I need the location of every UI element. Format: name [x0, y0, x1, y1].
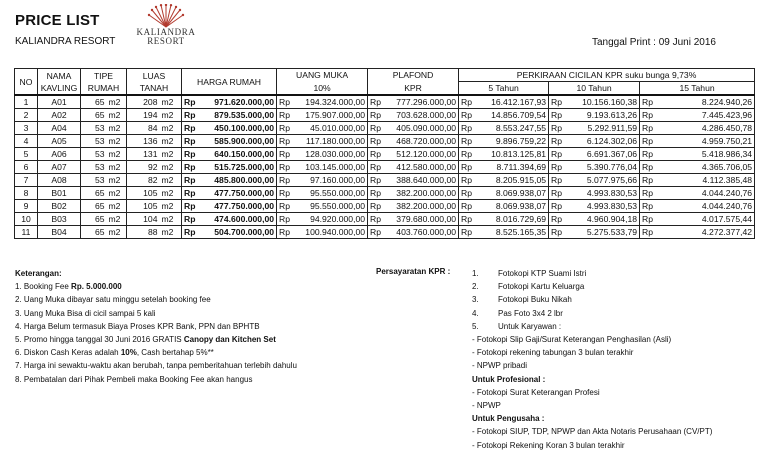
cell-no: 8 — [15, 187, 38, 200]
cell-plafond-currency: Rp — [368, 135, 384, 148]
cell-no: 9 — [15, 200, 38, 213]
header-plafond-kpr: KPR — [368, 82, 459, 96]
cell-harga-currency: Rp — [182, 187, 198, 200]
cell-tipe-unit: m2 — [107, 187, 127, 200]
table-row — [15, 95, 755, 109]
cell-cicilan-10: 5.390.776,04 — [565, 161, 640, 174]
cell-cicilan-10: 4.993.830,53 — [565, 187, 640, 200]
cell-cicilan-15: 4.959.750,21 — [656, 135, 755, 148]
cell-luas-unit: m2 — [160, 174, 182, 187]
cell-luas: 208 — [127, 95, 160, 109]
cell-luas-unit: m2 — [160, 226, 182, 239]
cell-luas: 105 — [127, 187, 160, 200]
cell-uang-muka: 194.324.000,00 — [293, 95, 368, 109]
cell-t5-currency: Rp — [459, 174, 475, 187]
cell-t10-currency: Rp — [549, 213, 565, 226]
kpr-requirement — [472, 280, 762, 293]
logo-text-line1: KALIANDRA — [136, 27, 196, 37]
cell-plafond: 703.628.000,00 — [384, 109, 459, 122]
cell-harga: 450.100.000,00 — [198, 122, 277, 135]
cell-harga-currency: Rp — [182, 148, 198, 161]
cell-t15-currency: Rp — [640, 161, 656, 174]
cell-no: 3 — [15, 122, 38, 135]
cell-cicilan-15: 4.044.240,76 — [656, 200, 755, 213]
cell-cicilan-15: 4.017.575,44 — [656, 213, 755, 226]
cell-um-currency: Rp — [277, 95, 293, 109]
cell-tipe: 65 — [81, 109, 107, 122]
table-row — [15, 109, 755, 122]
note-text: 1. Booking Fee — [15, 282, 72, 292]
kpr-profesional-item: - NPWP — [472, 401, 501, 411]
cell-cicilan-5: 8.553.247,55 — [475, 122, 549, 135]
note-item — [15, 307, 345, 320]
kpr-profesional-title: Untuk Profesional : — [472, 374, 546, 384]
cell-tipe-unit: m2 — [107, 174, 127, 187]
cell-harga: 971.620.000,00 — [198, 95, 277, 109]
cell-luas: 136 — [127, 135, 160, 148]
cell-harga: 504.700.000,00 — [198, 226, 277, 239]
cell-tipe-unit: m2 — [107, 148, 127, 161]
cell-t15-currency: Rp — [640, 213, 656, 226]
cell-harga-currency: Rp — [182, 109, 198, 122]
cell-luas-unit: m2 — [160, 95, 182, 109]
cell-kavling: B03 — [38, 213, 81, 226]
cell-cicilan-10: 5.292.911,59 — [565, 122, 640, 135]
cell-um-currency: Rp — [277, 226, 293, 239]
cell-cicilan-10: 5.275.533,79 — [565, 226, 640, 239]
cell-cicilan-15: 4.272.377,42 — [656, 226, 755, 239]
kpr-requirement-text: Fotokopi Kartu Keluarga — [498, 282, 585, 292]
cell-no: 5 — [15, 148, 38, 161]
cell-no: 10 — [15, 213, 38, 226]
table-row — [15, 200, 755, 213]
cell-plafond: 388.640.000,00 — [384, 174, 459, 187]
cell-cicilan-10: 10.156.160,38 — [565, 95, 640, 109]
cell-harga-currency: Rp — [182, 161, 198, 174]
cell-tipe-unit: m2 — [107, 109, 127, 122]
note-text: 3. Uang Muka Bisa di cicil sampai 5 kali — [15, 308, 156, 318]
kpr-requirement-text: Fotokopi KTP Suami Istri — [498, 269, 587, 278]
cell-luas-unit: m2 — [160, 200, 182, 213]
kpr-requirement — [472, 293, 762, 306]
cell-harga: 515.725.000,00 — [198, 161, 277, 174]
kpr-requirement-text: Pas Foto 3x4 2 lbr — [498, 308, 563, 318]
cell-t5-currency: Rp — [459, 148, 475, 161]
cell-uang-muka: 117.180.000,00 — [293, 135, 368, 148]
cell-t10-currency: Rp — [549, 148, 565, 161]
note-text: 5. Promo hingga tanggal 30 Juni 2016 GRATIS — [15, 335, 184, 345]
cell-harga-currency: Rp — [182, 226, 198, 239]
cell-uang-muka: 103.145.000,00 — [293, 161, 368, 174]
cell-cicilan-15: 4.112.385,48 — [656, 174, 755, 187]
cell-plafond: 382.200.000,00 — [384, 200, 459, 213]
cell-plafond-currency: Rp — [368, 187, 384, 200]
cell-t5-currency: Rp — [459, 213, 475, 226]
cell-cicilan-15: 4.365.706,05 — [656, 161, 755, 174]
cell-tipe-unit: m2 — [107, 161, 127, 174]
note-text: 6. Diskon Cash Keras adalah — [15, 348, 121, 358]
cell-plafond: 412.580.000,00 — [384, 161, 459, 174]
cell-t5-currency: Rp — [459, 187, 475, 200]
cell-luas: 88 — [127, 226, 160, 239]
cell-t5-currency: Rp — [459, 161, 475, 174]
cell-plafond-currency: Rp — [368, 122, 384, 135]
cell-tipe: 65 — [81, 213, 107, 226]
cell-t15-currency: Rp — [640, 200, 656, 213]
cell-luas-unit: m2 — [160, 122, 182, 135]
kpr-requirement — [472, 267, 762, 280]
note-item — [15, 280, 345, 293]
kpr-requirement-number: 2. — [472, 282, 479, 292]
table-row — [15, 174, 755, 187]
cell-cicilan-5: 8.205.915,05 — [475, 174, 549, 187]
note-item — [15, 293, 345, 306]
cell-tipe-unit: m2 — [107, 95, 127, 109]
cell-uang-muka: 94.920.000,00 — [293, 213, 368, 226]
cell-tipe: 53 — [81, 161, 107, 174]
cell-cicilan-10: 4.993.830,53 — [565, 200, 640, 213]
cell-plafond-currency: Rp — [368, 148, 384, 161]
cell-um-currency: Rp — [277, 187, 293, 200]
print-date-value: 09 Juni 2016 — [658, 37, 716, 48]
cell-um-currency: Rp — [277, 122, 293, 135]
cell-kavling: A04 — [38, 122, 81, 135]
cell-tipe: 65 — [81, 95, 107, 109]
cell-tipe-unit: m2 — [107, 226, 127, 239]
cell-cicilan-5: 14.856.709,54 — [475, 109, 549, 122]
kpr-requirement-text: Fotokopi Buku Nikah — [498, 295, 572, 305]
kpr-karyawan-item: - Fotokopi rekening tabungan 3 bulan terakhir — [472, 348, 634, 358]
cell-t10-currency: Rp — [549, 122, 565, 135]
cell-um-currency: Rp — [277, 161, 293, 174]
cell-luas: 105 — [127, 200, 160, 213]
cell-no: 6 — [15, 161, 38, 174]
cell-t15-currency: Rp — [640, 109, 656, 122]
header-5-tahun: 5 Tahun — [459, 82, 549, 96]
cell-cicilan-10: 5.077.975,66 — [565, 174, 640, 187]
cell-t10-currency: Rp — [549, 187, 565, 200]
cell-plafond-currency: Rp — [368, 213, 384, 226]
cell-uang-muka: 100.940.000,00 — [293, 226, 368, 239]
kpr-requirements-list — [472, 267, 762, 452]
header-10-tahun: 10 Tahun — [549, 82, 640, 96]
note-item — [15, 346, 345, 359]
cell-cicilan-5: 8.069.938,07 — [475, 187, 549, 200]
cell-luas: 82 — [127, 174, 160, 187]
cell-uang-muka: 95.550.000,00 — [293, 200, 368, 213]
header-uang-muka: UANG MUKA — [277, 69, 368, 82]
cell-no: 4 — [15, 135, 38, 148]
note-emphasis: Rp. 5.000.000 — [71, 282, 122, 292]
table-row — [15, 161, 755, 174]
cell-plafond: 468.720.000,00 — [384, 135, 459, 148]
kpr-profesional-item: - Fotokopi Surat Keterangan Profesi — [472, 387, 600, 397]
header-plafond: PLAFOND — [368, 69, 459, 82]
note-emphasis: 10% — [120, 348, 137, 358]
cell-plafond: 379.680.000,00 — [384, 213, 459, 226]
cell-cicilan-10: 6.124.302,06 — [565, 135, 640, 148]
cell-uang-muka: 175.907.000,00 — [293, 109, 368, 122]
cell-luas-unit: m2 — [160, 187, 182, 200]
cell-tipe: 53 — [81, 174, 107, 187]
cell-t15-currency: Rp — [640, 148, 656, 161]
cell-cicilan-5: 16.412.167,93 — [475, 95, 549, 109]
kpr-pengusaha-item: - Fotokopi Rekening Koran 3 bulan terakhir — [472, 440, 625, 450]
note-emphasis: Canopy dan Kitchen Set — [183, 335, 276, 345]
note-item — [15, 359, 345, 372]
table-row — [15, 135, 755, 148]
table-row — [15, 187, 755, 200]
cell-plafond-currency: Rp — [368, 161, 384, 174]
cell-kavling: A08 — [38, 174, 81, 187]
cell-plafond-currency: Rp — [368, 174, 384, 187]
kpr-requirement-number: 1. — [472, 269, 479, 278]
cell-cicilan-15: 4.286.450,78 — [656, 122, 755, 135]
cell-t5-currency: Rp — [459, 200, 475, 213]
cell-t10-currency: Rp — [549, 109, 565, 122]
cell-um-currency: Rp — [277, 148, 293, 161]
cell-tipe: 65 — [81, 226, 107, 239]
cell-luas: 194 — [127, 109, 160, 122]
cell-luas: 92 — [127, 161, 160, 174]
cell-uang-muka: 45.010.000,00 — [293, 122, 368, 135]
cell-uang-muka: 95.550.000,00 — [293, 187, 368, 200]
cell-cicilan-10: 4.960.904,18 — [565, 213, 640, 226]
cell-harga-currency: Rp — [182, 95, 198, 109]
cell-cicilan-15: 7.445.423,96 — [656, 109, 755, 122]
kpr-pengusaha-title: Untuk Pengusaha : — [472, 414, 545, 424]
header-tipe-rumah: TIPE RUMAH — [81, 69, 127, 96]
cell-luas-unit: m2 — [160, 213, 182, 226]
cell-harga-currency: Rp — [182, 135, 198, 148]
table-row — [15, 122, 755, 135]
cell-uang-muka: 128.030.000,00 — [293, 148, 368, 161]
kpr-requirement-number: 3. — [472, 295, 479, 305]
note-text: 8. Pembatalan dari Pihak Pembeli maka Booking Fee akan hangus — [15, 374, 253, 384]
cell-t5-currency: Rp — [459, 109, 475, 122]
header-no: NO — [15, 69, 38, 96]
print-date-label: Tanggal Print : — [592, 37, 656, 48]
cell-harga: 474.600.000,00 — [198, 213, 277, 226]
cell-harga-currency: Rp — [182, 122, 198, 135]
notes-heading: Keterangan: — [15, 269, 62, 278]
cell-luas-unit: m2 — [160, 161, 182, 174]
cell-cicilan-5: 8.016.729,69 — [475, 213, 549, 226]
price-table — [14, 68, 755, 239]
cell-cicilan-10: 9.193.613,26 — [565, 109, 640, 122]
cell-tipe: 65 — [81, 187, 107, 200]
cell-luas-unit: m2 — [160, 148, 182, 161]
cell-um-currency: Rp — [277, 200, 293, 213]
cell-plafond-currency: Rp — [368, 226, 384, 239]
page-title: PRICE LIST — [15, 12, 100, 29]
kpr-karyawan-item: - Fotokopi Slip Gaji/Surat Keterangan Penghasilan (Asli) — [472, 335, 672, 345]
cell-harga: 585.900.000,00 — [198, 135, 277, 148]
cell-t15-currency: Rp — [640, 95, 656, 109]
cell-harga: 477.750.000,00 — [198, 200, 277, 213]
cell-t10-currency: Rp — [549, 161, 565, 174]
cell-cicilan-15: 4.044.240,76 — [656, 187, 755, 200]
cell-kavling: B01 — [38, 187, 81, 200]
cell-kavling: A01 — [38, 95, 81, 109]
cell-cicilan-5: 8.525.165,35 — [475, 226, 549, 239]
cell-luas-unit: m2 — [160, 135, 182, 148]
header-perkiraan-cicilan: PERKIRAAN CICILAN KPR suku bunga 9,73% — [459, 69, 755, 82]
cell-um-currency: Rp — [277, 109, 293, 122]
kpr-pengusaha-item: - Fotokopi SIUP, TDP, NPWP dan Akta Notaris Perusahaan (CV/PT) — [472, 427, 713, 437]
note-item — [15, 373, 345, 386]
cell-t15-currency: Rp — [640, 135, 656, 148]
cell-cicilan-5: 8.069.938,07 — [475, 200, 549, 213]
cell-tipe: 53 — [81, 148, 107, 161]
note-text: 2. Uang Muka dibayar satu minggu setelah booking fee — [15, 295, 211, 305]
cell-cicilan-5: 9.896.759,22 — [475, 135, 549, 148]
kpr-requirement-text: Untuk Karyawan : — [498, 321, 562, 331]
cell-cicilan-15: 8.224.940,26 — [656, 95, 755, 109]
kaliandra-flower-icon — [146, 4, 186, 28]
table-row — [15, 213, 755, 226]
cell-cicilan-10: 6.691.367,06 — [565, 148, 640, 161]
cell-harga-currency: Rp — [182, 213, 198, 226]
note-item — [15, 320, 345, 333]
resort-logo — [128, 4, 204, 52]
cell-t10-currency: Rp — [549, 135, 565, 148]
cell-no: 11 — [15, 226, 38, 239]
cell-tipe: 53 — [81, 122, 107, 135]
cell-luas: 84 — [127, 122, 160, 135]
cell-luas: 104 — [127, 213, 160, 226]
cell-kavling: A05 — [38, 135, 81, 148]
table-row — [15, 148, 755, 161]
cell-um-currency: Rp — [277, 213, 293, 226]
header-uang-muka-pct: 10% — [277, 82, 368, 96]
cell-t5-currency: Rp — [459, 95, 475, 109]
cell-plafond-currency: Rp — [368, 200, 384, 213]
header-nama-kavling: NAMA KAVLING — [38, 69, 81, 96]
cell-plafond: 382.200.000,00 — [384, 187, 459, 200]
header-luas-tanah: LUAS TANAH — [127, 69, 182, 96]
cell-t10-currency: Rp — [549, 95, 565, 109]
cell-plafond: 403.760.000,00 — [384, 226, 459, 239]
cell-t5-currency: Rp — [459, 226, 475, 239]
project-name: KALIANDRA RESORT — [15, 36, 116, 47]
cell-um-currency: Rp — [277, 135, 293, 148]
cell-cicilan-15: 5.418.986,34 — [656, 148, 755, 161]
kpr-requirement-number: 4. — [472, 308, 479, 318]
cell-t10-currency: Rp — [549, 226, 565, 239]
cell-tipe-unit: m2 — [107, 135, 127, 148]
cell-kavling: B04 — [38, 226, 81, 239]
cell-no: 7 — [15, 174, 38, 187]
cell-no: 1 — [15, 95, 38, 109]
cell-harga-currency: Rp — [182, 200, 198, 213]
cell-harga: 879.535.000,00 — [198, 109, 277, 122]
cell-kavling: A07 — [38, 161, 81, 174]
cell-tipe-unit: m2 — [107, 213, 127, 226]
cell-uang-muka: 97.160.000,00 — [293, 174, 368, 187]
cell-tipe-unit: m2 — [107, 122, 127, 135]
cell-kavling: B02 — [38, 200, 81, 213]
logo-text-line2: RESORT — [147, 36, 185, 46]
cell-t15-currency: Rp — [640, 226, 656, 239]
cell-harga-currency: Rp — [182, 174, 198, 187]
cell-t10-currency: Rp — [549, 174, 565, 187]
cell-harga: 485.800.000,00 — [198, 174, 277, 187]
table-row — [15, 226, 755, 239]
cell-tipe: 53 — [81, 135, 107, 148]
kpr-requirement — [472, 307, 762, 320]
cell-t10-currency: Rp — [549, 200, 565, 213]
cell-t5-currency: Rp — [459, 135, 475, 148]
note-text-tail: , Cash bertahap 5%** — [136, 348, 214, 358]
cell-t5-currency: Rp — [459, 122, 475, 135]
kpr-requirement — [472, 320, 762, 333]
kpr-karyawan-item: - NPWP pribadi — [472, 361, 527, 371]
cell-luas-unit: m2 — [160, 109, 182, 122]
cell-plafond: 777.296.000,00 — [384, 95, 459, 109]
cell-t15-currency: Rp — [640, 174, 656, 187]
cell-t15-currency: Rp — [640, 187, 656, 200]
cell-harga: 640.150.000,00 — [198, 148, 277, 161]
cell-kavling: A02 — [38, 109, 81, 122]
cell-cicilan-5: 10.813.125,81 — [475, 148, 549, 161]
header-harga-rumah: HARGA RUMAH — [182, 69, 277, 96]
cell-t15-currency: Rp — [640, 122, 656, 135]
note-text: 4. Harga Belum termasuk Biaya Proses KPR Bank, PPN dan BPHTB — [15, 321, 260, 331]
note-text: 7. Harga ini sewaktu-waktu akan berubah, tanpa pemberitahuan terlebih dahulu — [15, 361, 297, 371]
kpr-requirements-title: Persayaratan KPR : — [376, 267, 451, 276]
cell-tipe-unit: m2 — [107, 200, 127, 213]
note-item — [15, 333, 345, 346]
cell-plafond: 512.120.000,00 — [384, 148, 459, 161]
cell-plafond-currency: Rp — [368, 109, 384, 122]
cell-tipe: 65 — [81, 200, 107, 213]
print-date-line — [592, 37, 716, 48]
kpr-requirement-number: 5. — [472, 321, 479, 331]
cell-no: 2 — [15, 109, 38, 122]
cell-harga: 477.750.000,00 — [198, 187, 277, 200]
cell-cicilan-5: 8.711.394,69 — [475, 161, 549, 174]
cell-kavling: A06 — [38, 148, 81, 161]
cell-um-currency: Rp — [277, 174, 293, 187]
header-15-tahun: 15 Tahun — [640, 82, 755, 96]
cell-plafond: 405.090.000,00 — [384, 122, 459, 135]
notes-section — [15, 267, 345, 386]
cell-plafond-currency: Rp — [368, 95, 384, 109]
cell-luas: 131 — [127, 148, 160, 161]
